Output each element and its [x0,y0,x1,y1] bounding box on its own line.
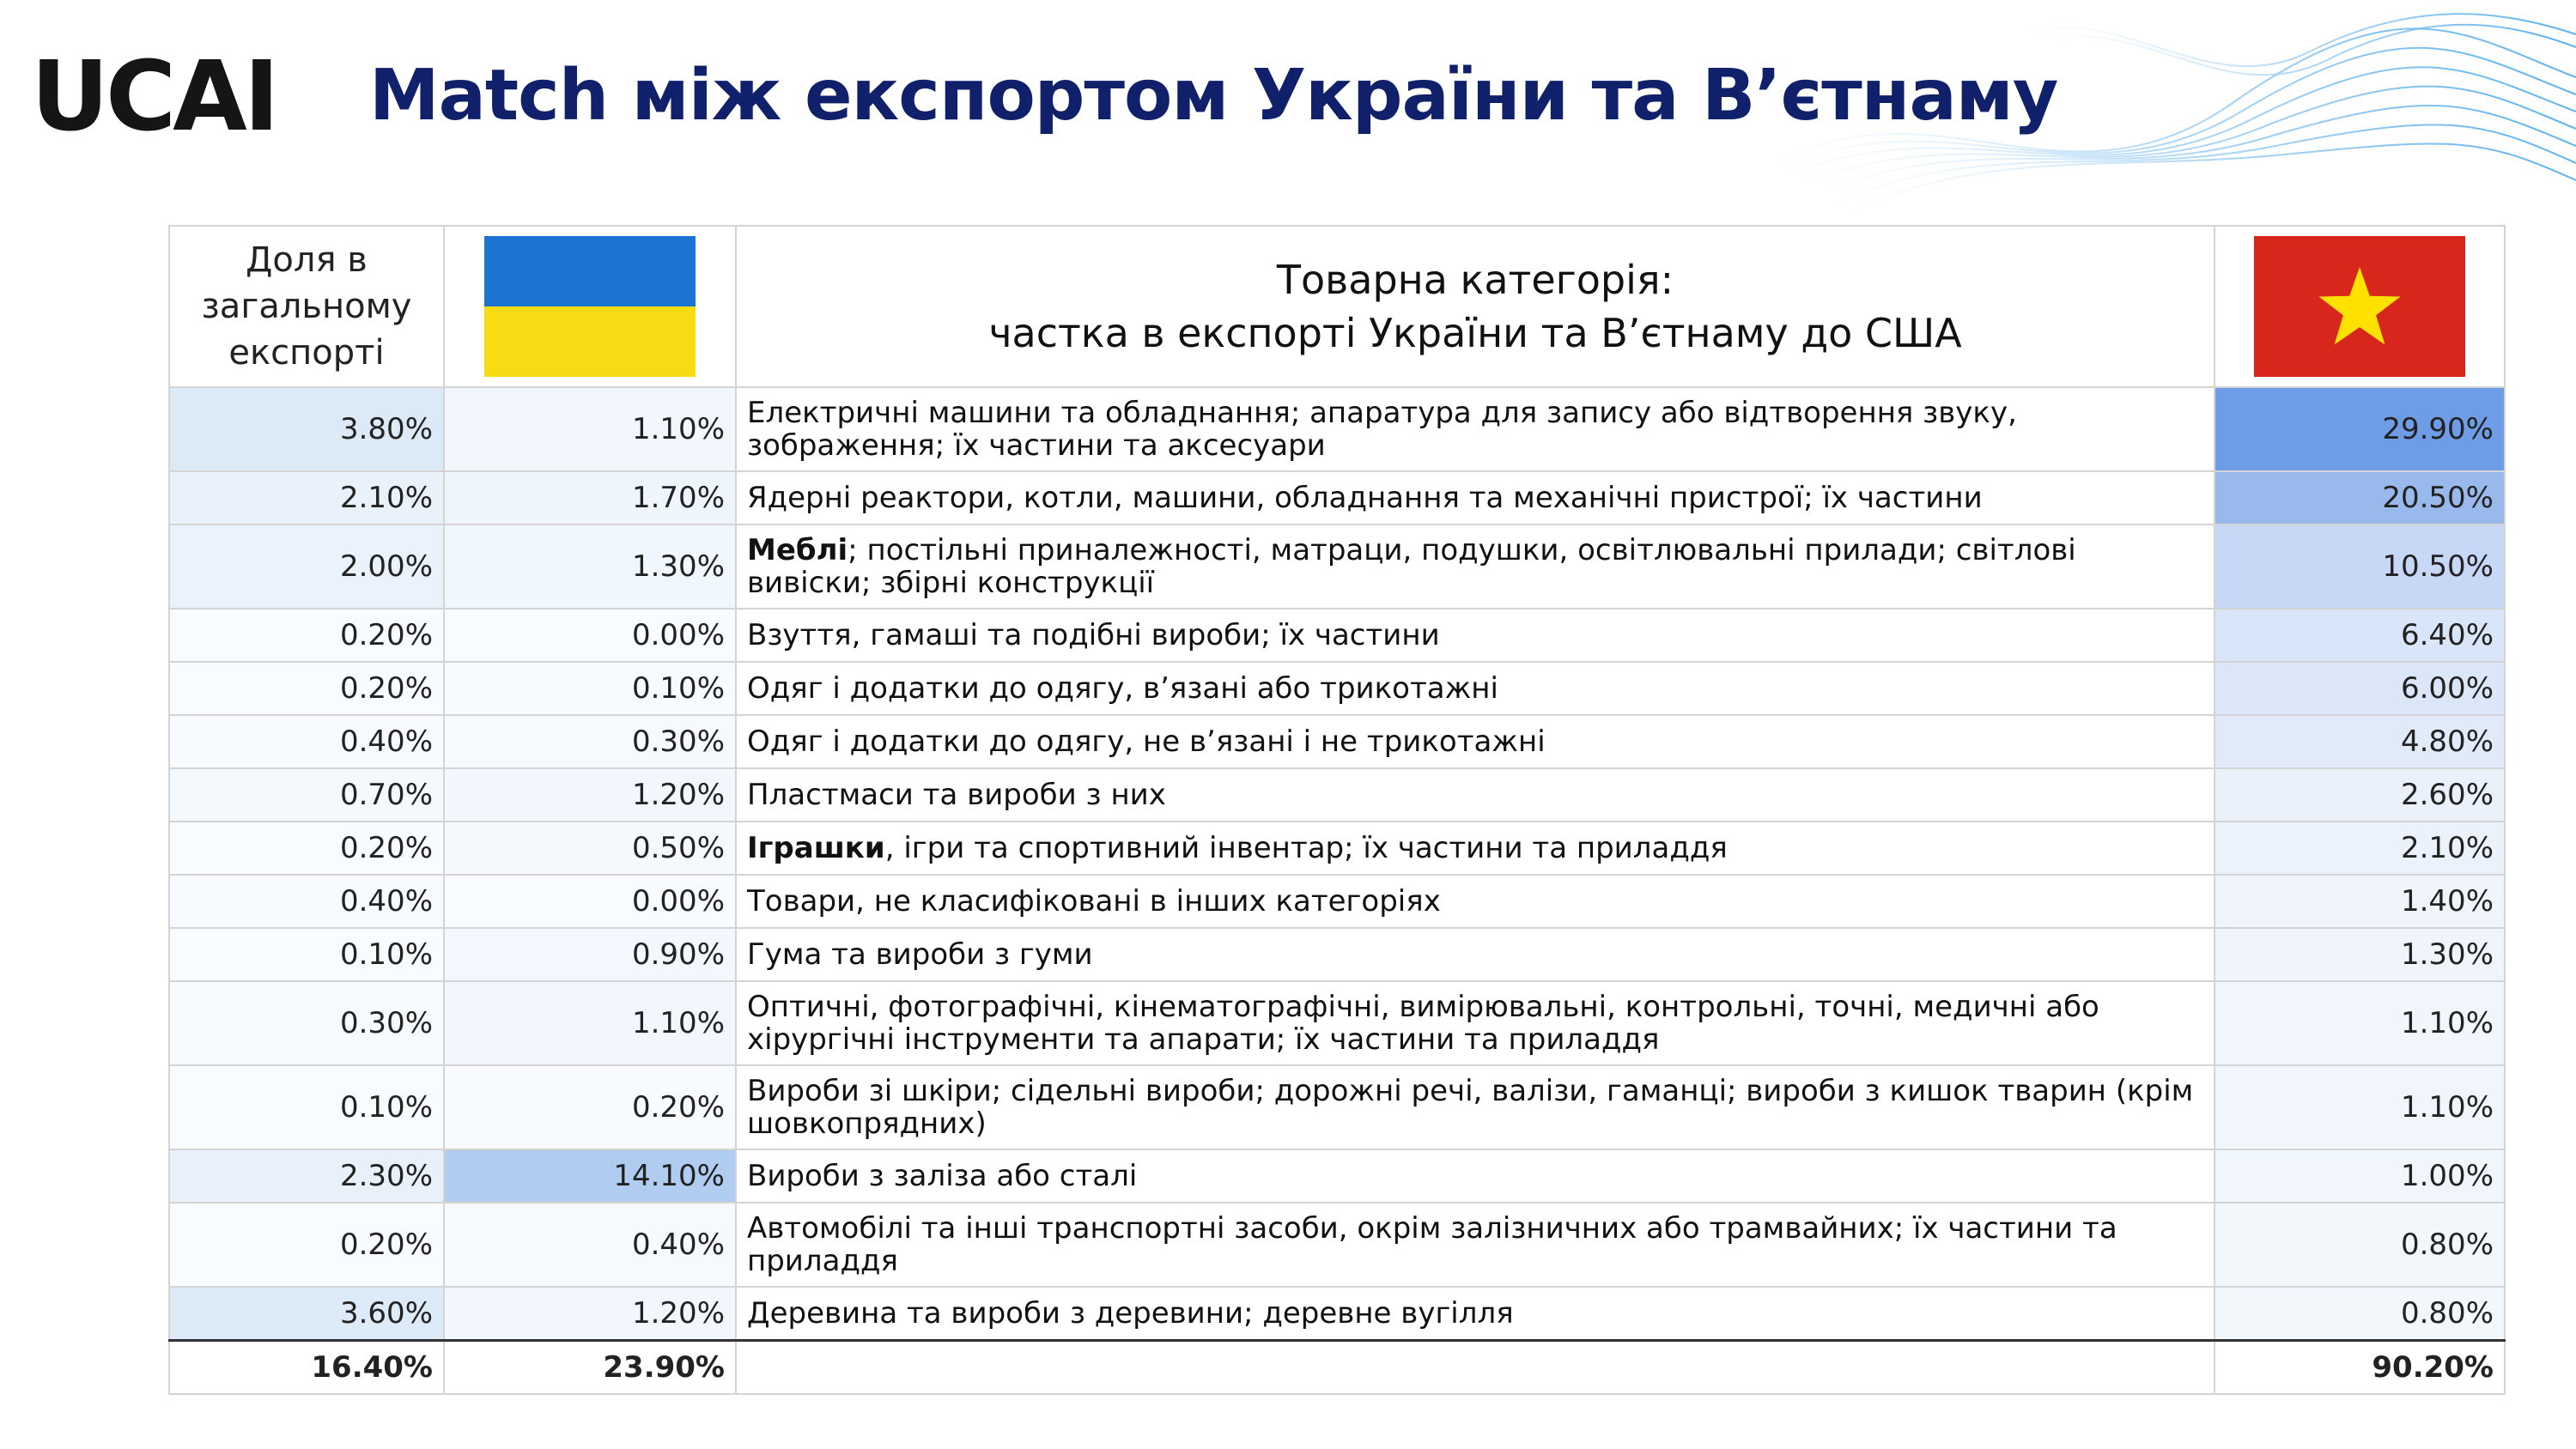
ucai-logo [31,41,289,153]
category-text: Вироби з заліза або сталі [747,1159,1138,1193]
vietnam-share-cell: 2.10% [2215,822,2505,875]
category-cell [736,981,2215,1065]
ukraine-share-cell: 0.00% [444,875,736,928]
ukraine-share-cell: 0.10% [444,662,736,715]
ukraine-share-cell: 1.20% [444,768,736,822]
table-row [169,387,2505,471]
category-text: Товари, не класифіковані в інших категоріях [747,884,1441,919]
share-cell: 0.20% [169,609,444,662]
vietnam-share-cell: 20.50% [2215,471,2505,524]
category-text: Ядерні реактори, котли, машини, обладнання та механічні пристрої; їх частини [747,481,1983,515]
category-title-line2: частка в експорті України та В’єтнаму до США [988,310,1962,356]
category-text: Гума та вироби з гуми [747,937,1093,972]
ukraine-share-cell: 1.10% [444,981,736,1065]
table-row [169,928,2505,981]
category-text: Вироби зі шкіри; сідельні вироби; дорожні речі, валізи, гаманці; вироби з кишок тварин (крім шовкопрядних) [747,1074,2194,1141]
total-share-cell: 16.40% [169,1341,444,1395]
total-empty-cell [736,1341,2215,1395]
ukraine-share-cell: 0.30% [444,715,736,768]
total-vietnam-cell: 90.20% [2215,1341,2505,1395]
table-row [169,768,2505,822]
vietnam-share-cell: 29.90% [2215,387,2505,471]
category-cell [736,768,2215,822]
category-cell [736,524,2215,609]
vietnam-share-cell: 1.10% [2215,981,2505,1065]
category-cell [736,1203,2215,1287]
category-text: Одяг і додатки до одягу, в’язані або трикотажні [747,671,1498,706]
table-row [169,981,2505,1065]
share-cell: 0.40% [169,875,444,928]
share-cell: 2.10% [169,471,444,524]
vietnam-share-cell: 6.00% [2215,662,2505,715]
total-ukraine-cell: 23.90% [444,1341,736,1395]
share-cell: 2.00% [169,524,444,609]
category-text: Одяг і додатки до одягу, не в’язані і не трикотажні [747,724,1546,759]
category-cell [736,471,2215,524]
share-cell: 0.70% [169,768,444,822]
category-text: , ігри та спортивний інвентар; їх частини та приладдя [884,831,1728,865]
category-text: Оптичні, фотографічні, кінематографічні, вимірювальні, контрольні, точні, медичні або хірургічні інструменти та апарати; їх частини та приладдя [747,990,2099,1057]
category-cell [736,1287,2215,1341]
category-text: Автомобілі та інші транспортні засоби, окрім залізничних або трамвайних; їх частини та приладдя [747,1211,2117,1278]
page-title: Match між експортом України та В’єтнаму [369,55,2058,136]
ukraine-share-cell: 0.90% [444,928,736,981]
category-cell [736,875,2215,928]
share-cell: 0.10% [169,1065,444,1149]
table-row [169,1203,2505,1287]
category-cell [736,1149,2215,1203]
vietnam-share-cell: 4.80% [2215,715,2505,768]
ukraine-share-cell: 14.10% [444,1149,736,1203]
share-cell: 3.80% [169,387,444,471]
share-cell: 0.30% [169,981,444,1065]
share-cell: 2.30% [169,1149,444,1203]
vietnam-share-cell: 6.40% [2215,609,2505,662]
vietnam-share-cell: 0.80% [2215,1287,2505,1341]
category-column-header [736,226,2215,387]
category-highlight: Іграшки [747,831,885,865]
table-row [169,822,2505,875]
table-row [169,662,2505,715]
category-title-line1: Товарна категорія: [1276,257,1674,303]
category-cell [736,662,2215,715]
category-text: Взуття, гамаші та подібні вироби; їх частини [747,618,1440,652]
ukraine-share-cell: 1.20% [444,1287,736,1341]
vietnam-column-header [2215,226,2505,387]
share-cell: 0.20% [169,662,444,715]
share-cell: 3.60% [169,1287,444,1341]
vietnam-share-cell: 10.50% [2215,524,2505,609]
vietnam-share-cell: 1.10% [2215,1065,2505,1149]
vietnam-share-cell: 0.80% [2215,1203,2505,1287]
export-match-table [168,225,2506,1395]
share-cell: 0.10% [169,928,444,981]
ukraine-share-cell: 1.70% [444,471,736,524]
ukraine-share-cell: 1.10% [444,387,736,471]
share-cell: 0.20% [169,822,444,875]
ukraine-share-cell: 0.50% [444,822,736,875]
share-cell: 0.40% [169,715,444,768]
category-cell [736,609,2215,662]
table-row [169,875,2505,928]
vietnam-share-cell: 2.60% [2215,768,2505,822]
share-column-header: Доля в загальному експорті [169,226,444,387]
table-row [169,1149,2505,1203]
share-cell: 0.20% [169,1203,444,1287]
category-text: Пластмаси та вироби з них [747,778,1166,812]
ukraine-column-header [444,226,736,387]
table-row [169,524,2505,609]
category-cell [736,715,2215,768]
category-cell [736,822,2215,875]
table-header-row [169,226,2505,387]
category-cell [736,1065,2215,1149]
ukraine-flag-icon [484,236,696,377]
category-text: Електричні машини та обладнання; апаратура для запису або відтворення звуку, зображення; їх частини та аксесуари [747,396,2017,463]
table-row [169,715,2505,768]
category-text: ; постільні приналежності, матраци, подушки, освітлювальні прилади; світлові вивіски; збірні конструкції [747,533,2076,600]
category-highlight: Меблі [747,533,848,567]
table-row [169,1287,2505,1341]
vietnam-flag-icon [2254,236,2465,377]
vietnam-share-cell: 1.00% [2215,1149,2505,1203]
ukraine-share-cell: 0.40% [444,1203,736,1287]
table-row [169,609,2505,662]
vietnam-share-cell: 1.30% [2215,928,2505,981]
logo-text: UCAI [31,41,276,153]
ukraine-share-cell: 0.20% [444,1065,736,1149]
ukraine-share-cell: 1.30% [444,524,736,609]
table-row [169,471,2505,524]
category-cell [736,928,2215,981]
category-cell [736,387,2215,471]
category-text: Деревина та вироби з деревини; деревне вугілля [747,1296,1514,1331]
table-row [169,1065,2505,1149]
totals-row [169,1341,2505,1395]
ukraine-share-cell: 0.00% [444,609,736,662]
vietnam-share-cell: 1.40% [2215,875,2505,928]
